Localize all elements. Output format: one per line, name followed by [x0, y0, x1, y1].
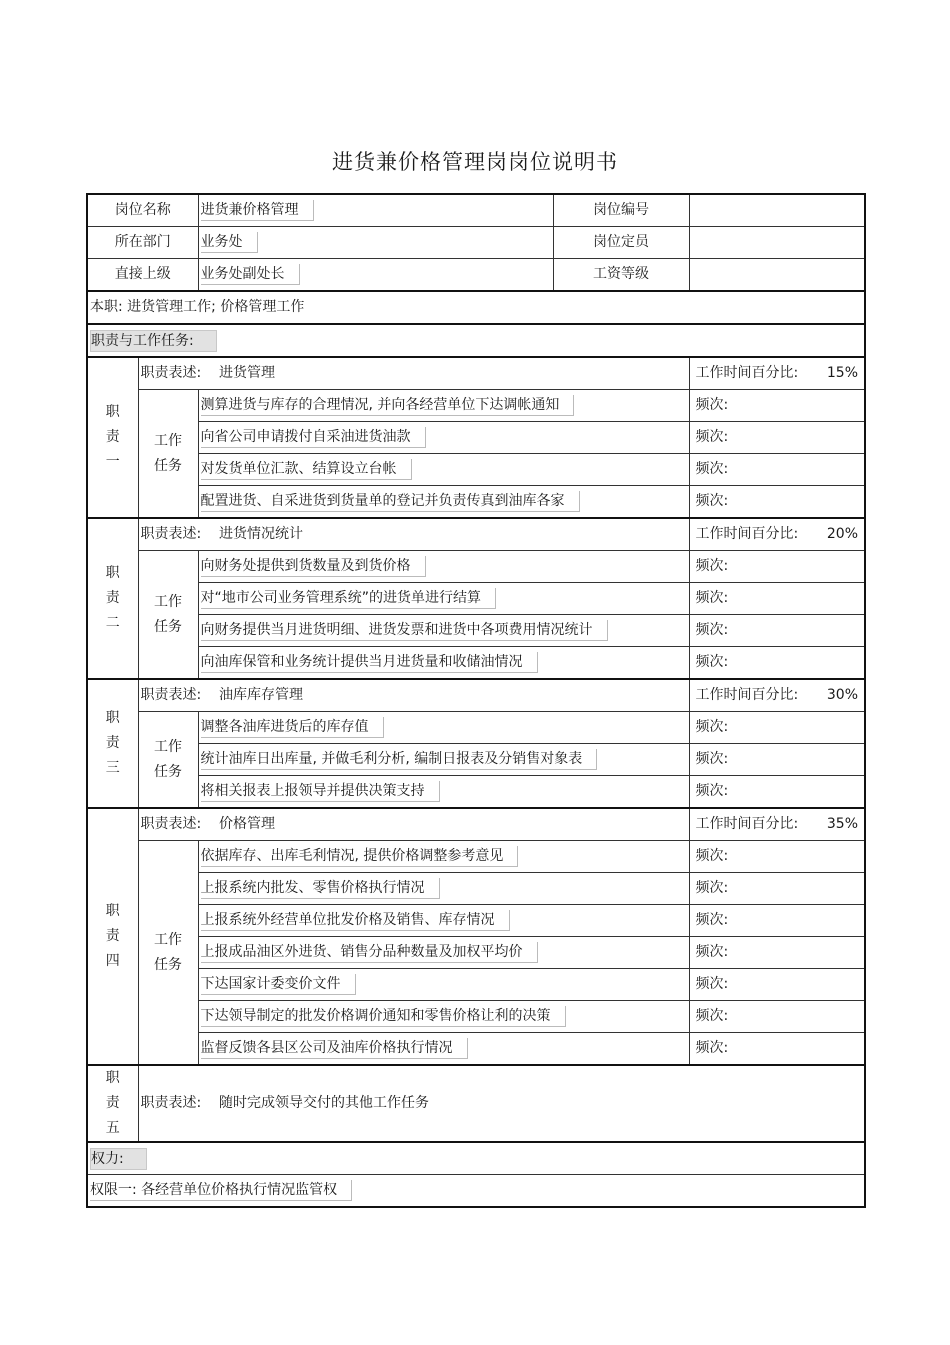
duty-desc-row: [87, 679, 865, 712]
task-row: [87, 583, 865, 615]
task-text: 监督反馈各县区公司及油库价格执行情况: [201, 1038, 468, 1059]
duties-header-text: 职责与工作任务:: [90, 330, 217, 352]
task-text: 向省公司申请拨付自采油进货油款: [201, 427, 426, 448]
task-text-cell: [198, 551, 689, 583]
duty-name: [87, 1065, 138, 1142]
task-row: [87, 744, 865, 776]
task-text: 调整各油库进货后的库存值: [201, 717, 384, 738]
task-text-cell: [198, 744, 689, 776]
duty-desc-label: 职责表述:: [140, 365, 202, 382]
task-label: [138, 390, 198, 519]
task-row: [87, 615, 865, 647]
task-text-cell: [198, 905, 689, 937]
duty-name-text: 职 责 一: [105, 404, 120, 470]
duty-pct-value: 20%: [826, 526, 858, 543]
task-row: [87, 841, 865, 873]
duty-desc-row: [87, 518, 865, 551]
task-freq: 频次:: [689, 1001, 865, 1033]
task-freq: 频次:: [689, 647, 865, 680]
task-freq: 频次:: [689, 776, 865, 809]
task-text: 上报成品油区外进货、销售分品种数量及加权平均价: [201, 942, 538, 963]
task-freq: 频次:: [689, 422, 865, 454]
task-text: 向油库保管和业务统计提供当月进货量和收储油情况: [201, 652, 538, 673]
boss-value: [198, 259, 553, 292]
task-text: 向财务处提供到货数量及到货价格: [201, 556, 426, 577]
grade-value: [689, 259, 865, 292]
task-freq: 频次:: [689, 744, 865, 776]
duty-pct-value: 15%: [826, 365, 858, 382]
task-text: 对发货单位汇款、结算设立台帐: [201, 459, 412, 480]
task-text: 上报系统内批发、零售价格执行情况: [201, 878, 440, 899]
task-text: 依据库存、出库毛利情况, 提供价格调整参考意见: [201, 846, 519, 867]
duty-name: [87, 808, 138, 1065]
task-text-cell: [198, 615, 689, 647]
task-label-text: 工作 任务: [154, 931, 182, 973]
duty-desc: [138, 518, 689, 551]
task-text: 统计油库日出库量, 并做毛利分析, 编制日报表及分销售对象表: [201, 749, 598, 770]
duty-desc: [138, 1065, 865, 1142]
task-text-cell: [198, 422, 689, 454]
task-freq: 频次:: [689, 841, 865, 873]
duty-name: [87, 518, 138, 679]
task-text-cell: [198, 454, 689, 486]
task-text-cell: [198, 712, 689, 744]
task-text-cell: [198, 937, 689, 969]
task-row: [87, 390, 865, 422]
task-text-cell: [198, 583, 689, 615]
task-freq: 频次:: [689, 615, 865, 647]
power-one-text: 权限一: 各经营单位价格执行情况监管权: [90, 1180, 352, 1201]
task-freq: 频次:: [689, 937, 865, 969]
task-text-cell: [198, 873, 689, 905]
task-text: 对“地市公司业务管理系统”的进货单进行结算: [201, 588, 497, 609]
duty-pct: [689, 679, 865, 712]
task-row: [87, 422, 865, 454]
task-row: [87, 454, 865, 486]
task-text-cell: [198, 969, 689, 1001]
duty-pct: [689, 808, 865, 841]
duty-name-text: 职 责 三: [105, 710, 120, 776]
dept-value: [198, 227, 553, 259]
power-header-text: 权力:: [90, 1148, 147, 1170]
duty-desc-value: 油库库存管理: [219, 687, 304, 704]
duty-desc-value: 进货管理: [219, 365, 276, 382]
duty-desc: [138, 357, 689, 390]
duty-pct-label: 工作时间百分比:: [695, 687, 799, 704]
quota-label: 岗位定员: [553, 227, 689, 259]
task-text-cell: [198, 841, 689, 873]
duty-desc-row: [87, 808, 865, 841]
grade-label: 工资等级: [553, 259, 689, 292]
task-freq: 频次:: [689, 969, 865, 1001]
task-row: [87, 905, 865, 937]
task-text: 测算进货与库存的合理情况, 并向各经营单位下达调帐通知: [201, 395, 575, 416]
power-one: [87, 1175, 865, 1208]
duty-pct-value: 35%: [826, 816, 858, 833]
quota-value: [689, 227, 865, 259]
duty-pct: [689, 357, 865, 390]
task-text: 将相关报表上报领导并提供决策支持: [201, 781, 440, 802]
task-label-text: 工作 任务: [154, 738, 182, 780]
duty-pct-label: 工作时间百分比:: [695, 365, 799, 382]
duty-desc-label: 职责表述:: [140, 816, 202, 833]
task-freq: 频次:: [689, 583, 865, 615]
task-label-text: 工作 任务: [154, 593, 182, 635]
task-row: [87, 1033, 865, 1066]
duty-desc: [138, 679, 689, 712]
task-text-cell: [198, 647, 689, 680]
power-header-row: [87, 1142, 865, 1175]
task-freq: 频次:: [689, 486, 865, 519]
dept-label: 所在部门: [87, 227, 198, 259]
duty-desc-label: 职责表述:: [140, 1095, 202, 1112]
code-value: [689, 194, 865, 227]
task-label: [138, 841, 198, 1066]
duty-desc-row: [87, 1065, 865, 1142]
task-row: [87, 647, 865, 680]
task-text-cell: [198, 776, 689, 809]
duty-name: [87, 357, 138, 518]
task-freq: 频次:: [689, 454, 865, 486]
task-row: [87, 551, 865, 583]
task-freq: 频次:: [689, 873, 865, 905]
task-freq: 频次:: [689, 905, 865, 937]
task-text: 上报系统外经营单位批发价格及销售、库存情况: [201, 910, 510, 931]
boss-label: 直接上级: [87, 259, 198, 292]
duty-desc-row: [87, 357, 865, 390]
duty-pct: [689, 518, 865, 551]
duty-desc-label: 职责表述:: [140, 526, 202, 543]
task-freq: 频次:: [689, 712, 865, 744]
duty-name-text: 职 责 四: [105, 903, 120, 969]
duty-pct-label: 工作时间百分比:: [695, 816, 799, 833]
task-row: [87, 969, 865, 1001]
name-label: 岗位名称: [87, 194, 198, 227]
duty-pct-label: 工作时间百分比:: [695, 526, 799, 543]
name-value: [198, 194, 553, 227]
benzhi-row: 本职: 进货管理工作; 价格管理工作: [87, 291, 865, 324]
job-description-table: [86, 193, 866, 1208]
task-freq: 频次:: [689, 551, 865, 583]
task-text-cell: [198, 390, 689, 422]
task-freq: 频次:: [689, 390, 865, 422]
task-label: [138, 551, 198, 680]
task-row: [87, 873, 865, 905]
page-title: 进货兼价格管理岗岗位说明书: [332, 150, 618, 174]
task-text: 下达国家计委变价文件: [201, 974, 356, 995]
task-text-cell: [198, 1001, 689, 1033]
task-label: [138, 712, 198, 809]
duty-name-text: 职 责 二: [105, 565, 120, 631]
task-row: [87, 486, 865, 519]
task-row: [87, 712, 865, 744]
duty-desc-value: 随时完成领导交付的其他工作任务: [219, 1095, 430, 1112]
duty-pct-value: 30%: [826, 687, 858, 704]
task-label-text: 工作 任务: [154, 432, 182, 474]
duty-desc: [138, 808, 689, 841]
task-freq: 频次:: [689, 1033, 865, 1066]
task-row: [87, 937, 865, 969]
task-text-cell: [198, 1033, 689, 1066]
duty-name: [87, 679, 138, 808]
duty-name-text: 职 责 五: [105, 1070, 120, 1136]
code-label: 岗位编号: [553, 194, 689, 227]
task-row: [87, 1001, 865, 1033]
task-text: 向财务提供当月进货明细、进货发票和进货中各项费用情况统计: [201, 620, 608, 641]
task-text-cell: [198, 486, 689, 519]
power-header: [87, 1142, 865, 1175]
boss-value-text: 业务处副处长: [201, 264, 300, 285]
duty-desc-label: 职责表述:: [140, 687, 202, 704]
duty-desc-value: 价格管理: [219, 816, 276, 833]
power-one-row: [87, 1175, 865, 1208]
dept-value-text: 业务处: [201, 232, 258, 253]
name-value-text: 进货兼价格管理: [201, 200, 314, 221]
task-text: 下达领导制定的批发价格调价通知和零售价格让利的决策: [201, 1006, 566, 1027]
task-text: 配置进货、自采进货到货量单的登记并负责传真到油库各家: [201, 491, 580, 512]
task-row: [87, 776, 865, 809]
duty-desc-value: 进货情况统计: [219, 526, 304, 543]
duties-header: [87, 324, 865, 357]
